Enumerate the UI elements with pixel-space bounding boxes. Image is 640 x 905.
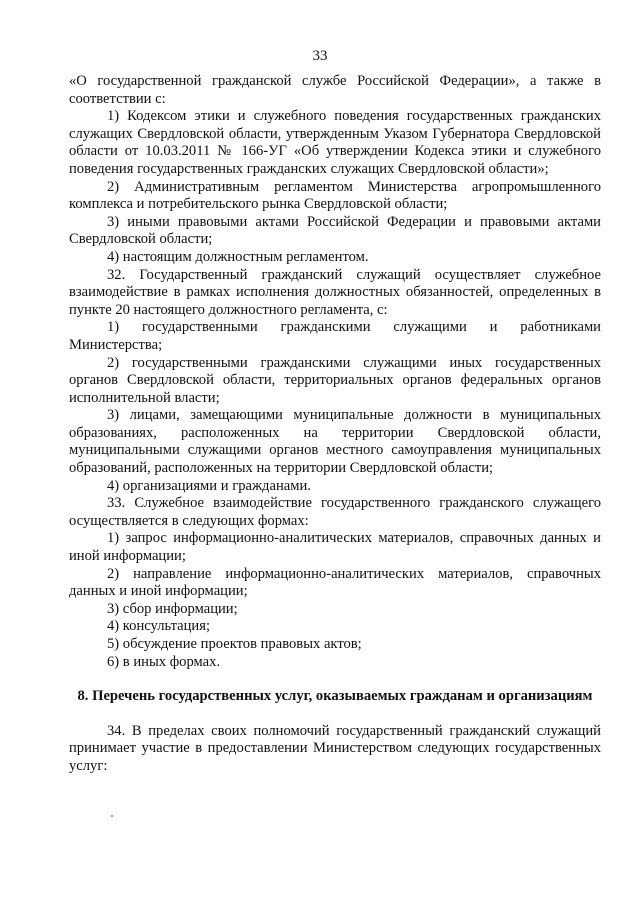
list-item-draft-discussion: 5) обсуждение проектов правовых актов; [107,636,362,652]
paragraph-intro-continuation: «О государственной гражданской службе Российской Федерации», а также в соответствии с: [69,73,601,107]
list-item-ministry-staff: 1) государственными гражданскими служащими и работниками Министерства; [69,319,601,353]
list-item-organizations-citizens: 4) организациями и гражданами. [107,477,311,494]
list-item-ethics-code: 1) Кодексом этики и служебного поведения государственных гражданских служащих Свердловской области, утвержденным Указом Губернатора Свердловской области от 10.03.2011 № 166-УГ «Об утверждении Кодекса этики и служебного поведения государственных гражданских служащих Свердловской области»; [69,108,601,177]
clause-34: 34. В пределах своих полномочий государственный гражданский служащий принимает участие в предоставлении Министерством следующих государственных услуг: [69,722,601,774]
section-heading: 8. Перечень государственных услуг, оказываемых гражданам и организациям [77,688,593,705]
list-item-other-state-bodies: 2) государственными гражданскими служащими иных государственных органов Свердловской области, территориальных органов федеральных органов исполнительной власти; [69,354,601,406]
document-body [69,73,601,776]
list-item-admin-regulation: 2) Административным регламентом Министерства агропромышленного комплекса и потребительского рынка Свердловской области; [69,178,601,213]
list-item-other-forms: 6) в иных формах. [107,653,221,670]
list-item-municipal-officials: 3) лицами, замещающими муниципальные должности в муниципальных образованиях, расположенных на территории Свердловской области, муниципальными служащими органов местного самоуправления муниципальных образований, расположенных на территории Свердловской области; [69,407,601,477]
list-item-request-info: 1) запрос информационно-аналитических материалов, справочных данных и иной информации; [69,530,601,565]
clause-33: 33. Служебное взаимодействие государственного гражданского служащего осуществляется в следующих формах: [69,495,601,529]
scan-speck [111,815,113,817]
list-item-other-legal-acts: 3) иными правовыми актами Российской Федерации и правовыми актами Свердловской области; [69,213,601,248]
list-item-consultation: 4) консультация; [107,618,211,635]
clause-32: 32. Государственный гражданский служащий осуществляет служебное взаимодействие в рамках исполнения должностных обязанностей, определенных в пункте 20 настоящего должностного регламента, с: [69,266,601,318]
list-item-send-info: 2) направление информационно-аналитических материалов, справочных данных и иной информации; [69,565,601,600]
list-item-this-regulation: 4) настоящим должностным регламентом. [107,248,369,265]
page-number: 33 [312,48,328,64]
list-item-collect-info: 3) сбор информации; [107,600,238,617]
